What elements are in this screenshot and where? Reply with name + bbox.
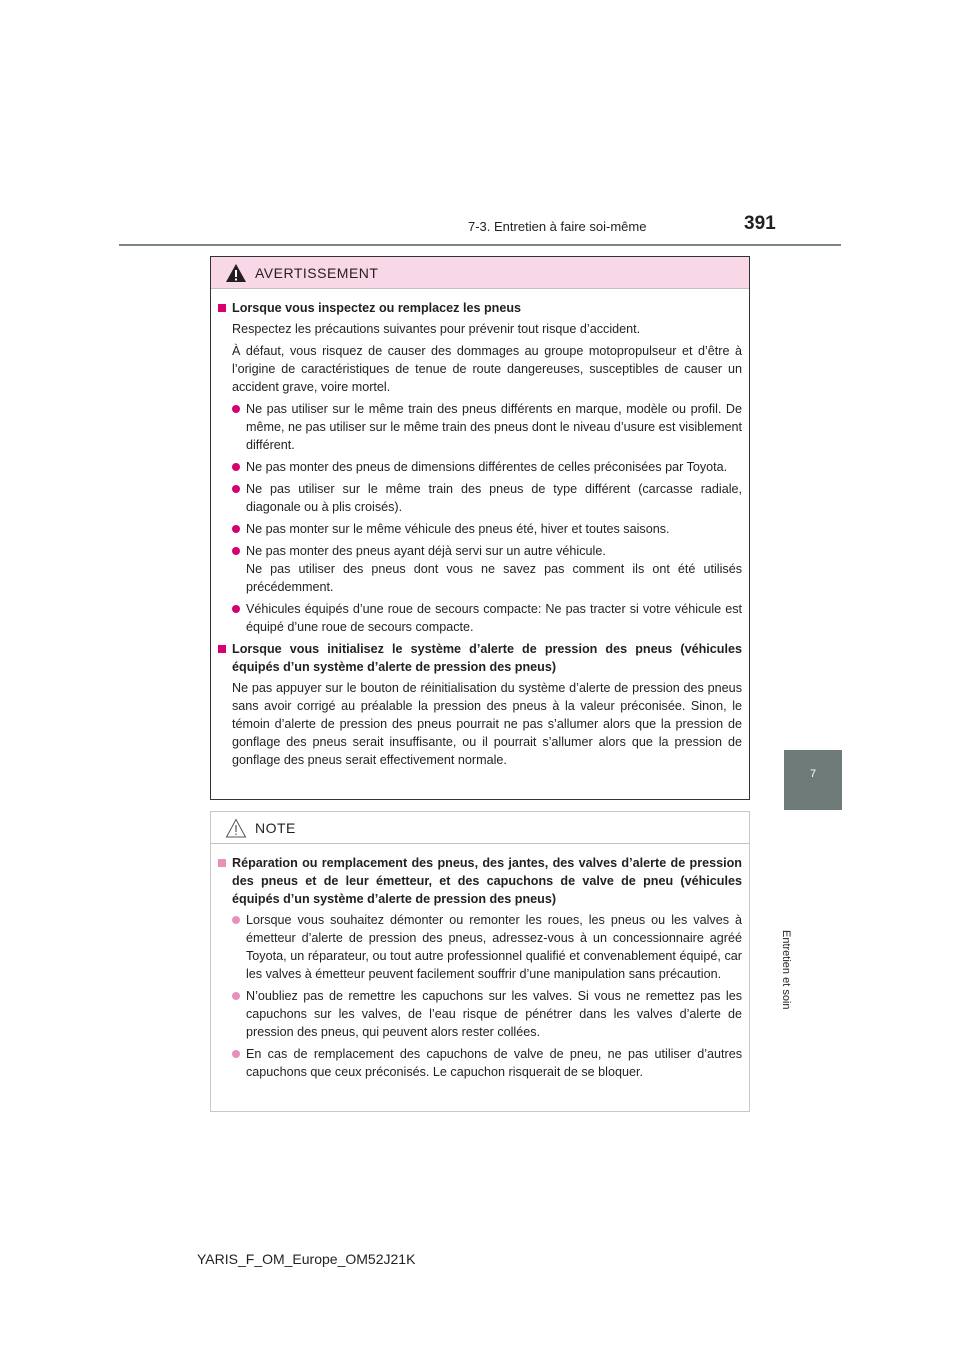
bullet-text: N’oubliez pas de remettre les capuchons sur les valves. Si vous ne remettez pas les capuchons sur les valves, de l’eau risque de pénétrer dans les valves d’alerte de pression des pneus, qui peuvent alors rester collées.: [246, 989, 742, 1039]
circle-bullet-icon: [232, 1050, 240, 1058]
circle-bullet-icon: [232, 547, 240, 555]
document-code: YARIS_F_OM_Europe_OM52J21K: [197, 1251, 416, 1267]
caution-triangle-outline-icon: [225, 818, 247, 838]
chapter-tab: [784, 750, 842, 810]
bullet-text: Ne pas monter des pneus ayant déjà servi sur un autre véhicule. Ne pas utiliser des pneus dont vous ne savez pas comment ils ont été utilisés précédemment.: [246, 544, 742, 594]
square-bullet-icon: [218, 304, 226, 312]
bullet-item: [218, 520, 742, 538]
bullet-item: [218, 987, 742, 1041]
bullet-text: Ne pas monter des pneus de dimensions différentes de celles préconisées par Toyota.: [246, 460, 728, 474]
square-bullet-icon: [218, 859, 226, 867]
warning-header: [211, 257, 749, 289]
note-body: [211, 844, 749, 1081]
bullet-text: Véhicules équipés d’une roue de secours compacte: Ne pas tracter si votre véhicule est équipé d’une roue de secours compacte.: [246, 602, 742, 634]
paragraph: À défaut, vous risquez de causer des dommages au groupe motopropulseur et d’être à l’origine de caractéristiques de tenue de route dangereuses, susceptibles de causer un accident grave, voire mortel.: [232, 344, 742, 394]
circle-bullet-icon: [232, 525, 240, 533]
square-bullet-icon: [218, 645, 226, 653]
warning-title: AVERTISSEMENT: [255, 264, 379, 281]
bullet-item: [218, 1045, 742, 1081]
bullet-text: Ne pas monter sur le même véhicule des pneus été, hiver et toutes saisons.: [246, 522, 670, 536]
note-header: [211, 812, 749, 844]
note-title: NOTE: [255, 819, 296, 836]
bullet-text: Ne pas utiliser sur le même train des pneus de type différent (carcasse radiale, diagonale ou à plis croisés).: [246, 482, 742, 514]
circle-bullet-icon: [232, 405, 240, 413]
bullet-text: Ne pas utiliser sur le même train des pneus différents en marque, modèle ou profil. De même, ne pas utiliser sur le même train des pneus dont le niveau d’usure est visiblement différent.: [246, 402, 742, 452]
section-heading: [218, 299, 742, 317]
warning-triangle-icon: [225, 263, 247, 283]
bullet-item: [218, 480, 742, 516]
bullet-text: En cas de remplacement des capuchons de valve de pneu, ne pas utiliser d’autres capuchons que ceux préconisés. Le capuchon risquerait de se bloquer.: [246, 1047, 742, 1079]
circle-bullet-icon: [232, 605, 240, 613]
bullet-item: [218, 600, 742, 636]
section-heading-text: Lorsque vous initialisez le système d’alerte de pression des pneus (véhicules équipés d’un système d’alerte de pression des pneus): [232, 642, 742, 674]
page-number: 391: [744, 213, 776, 234]
header-divider: [119, 244, 841, 246]
section-heading-text: Lorsque vous inspectez ou remplacez les pneus: [232, 301, 522, 315]
paragraph: Respectez les précautions suivantes pour prévenir tout risque d’accident.: [232, 322, 641, 336]
section-title: 7-3. Entretien à faire soi-même: [468, 219, 647, 234]
chapter-label: Entretien et soin: [780, 930, 792, 1010]
bullet-item: [218, 542, 742, 596]
chapter-number: 7: [809, 768, 817, 780]
paragraph: Ne pas appuyer sur le bouton de réinitialisation du système d’alerte de pression des pneus sans avoir corrigé au préalable la pression des pneus à la valeur préconisée. Sinon, le témoin d’alerte de pression des pneus pourrait ne pas s’allumer alors que la pression de gonflage des pneus serait insuffisante, ou il pourrait s’allumer alors que la pression de gonflage des pneus serait effectivement normale.: [232, 681, 742, 767]
section-heading: [218, 640, 742, 676]
circle-bullet-icon: [232, 916, 240, 924]
circle-bullet-icon: [232, 485, 240, 493]
warning-body: [211, 289, 749, 769]
section-heading-text: Réparation ou remplacement des pneus, des jantes, des valves d’alerte de pression des pneus et de leur émetteur, et des capuchons de valve de pneu (véhicules équipés d’un système d’alerte de pression des pneus): [232, 856, 742, 906]
bullet-text: Lorsque vous souhaitez démonter ou remonter les roues, les pneus ou les valves à émetteur d’alerte de pression des pneus, adressez-vous à un concessionnaire agréé Toyota, un réparateur, ou tout autre professionnel qualifié et convenablement équipé, car les valves à émetteur peuvent facilement souffrir d’une manipulation sans précaution.: [246, 913, 742, 981]
circle-bullet-icon: [232, 463, 240, 471]
circle-bullet-icon: [232, 992, 240, 1000]
section-heading: [218, 854, 742, 908]
warning-box: [210, 256, 750, 800]
bullet-item: [218, 911, 742, 983]
bullet-item: [218, 458, 742, 476]
bullet-item: [218, 400, 742, 454]
note-box: [210, 811, 750, 1112]
